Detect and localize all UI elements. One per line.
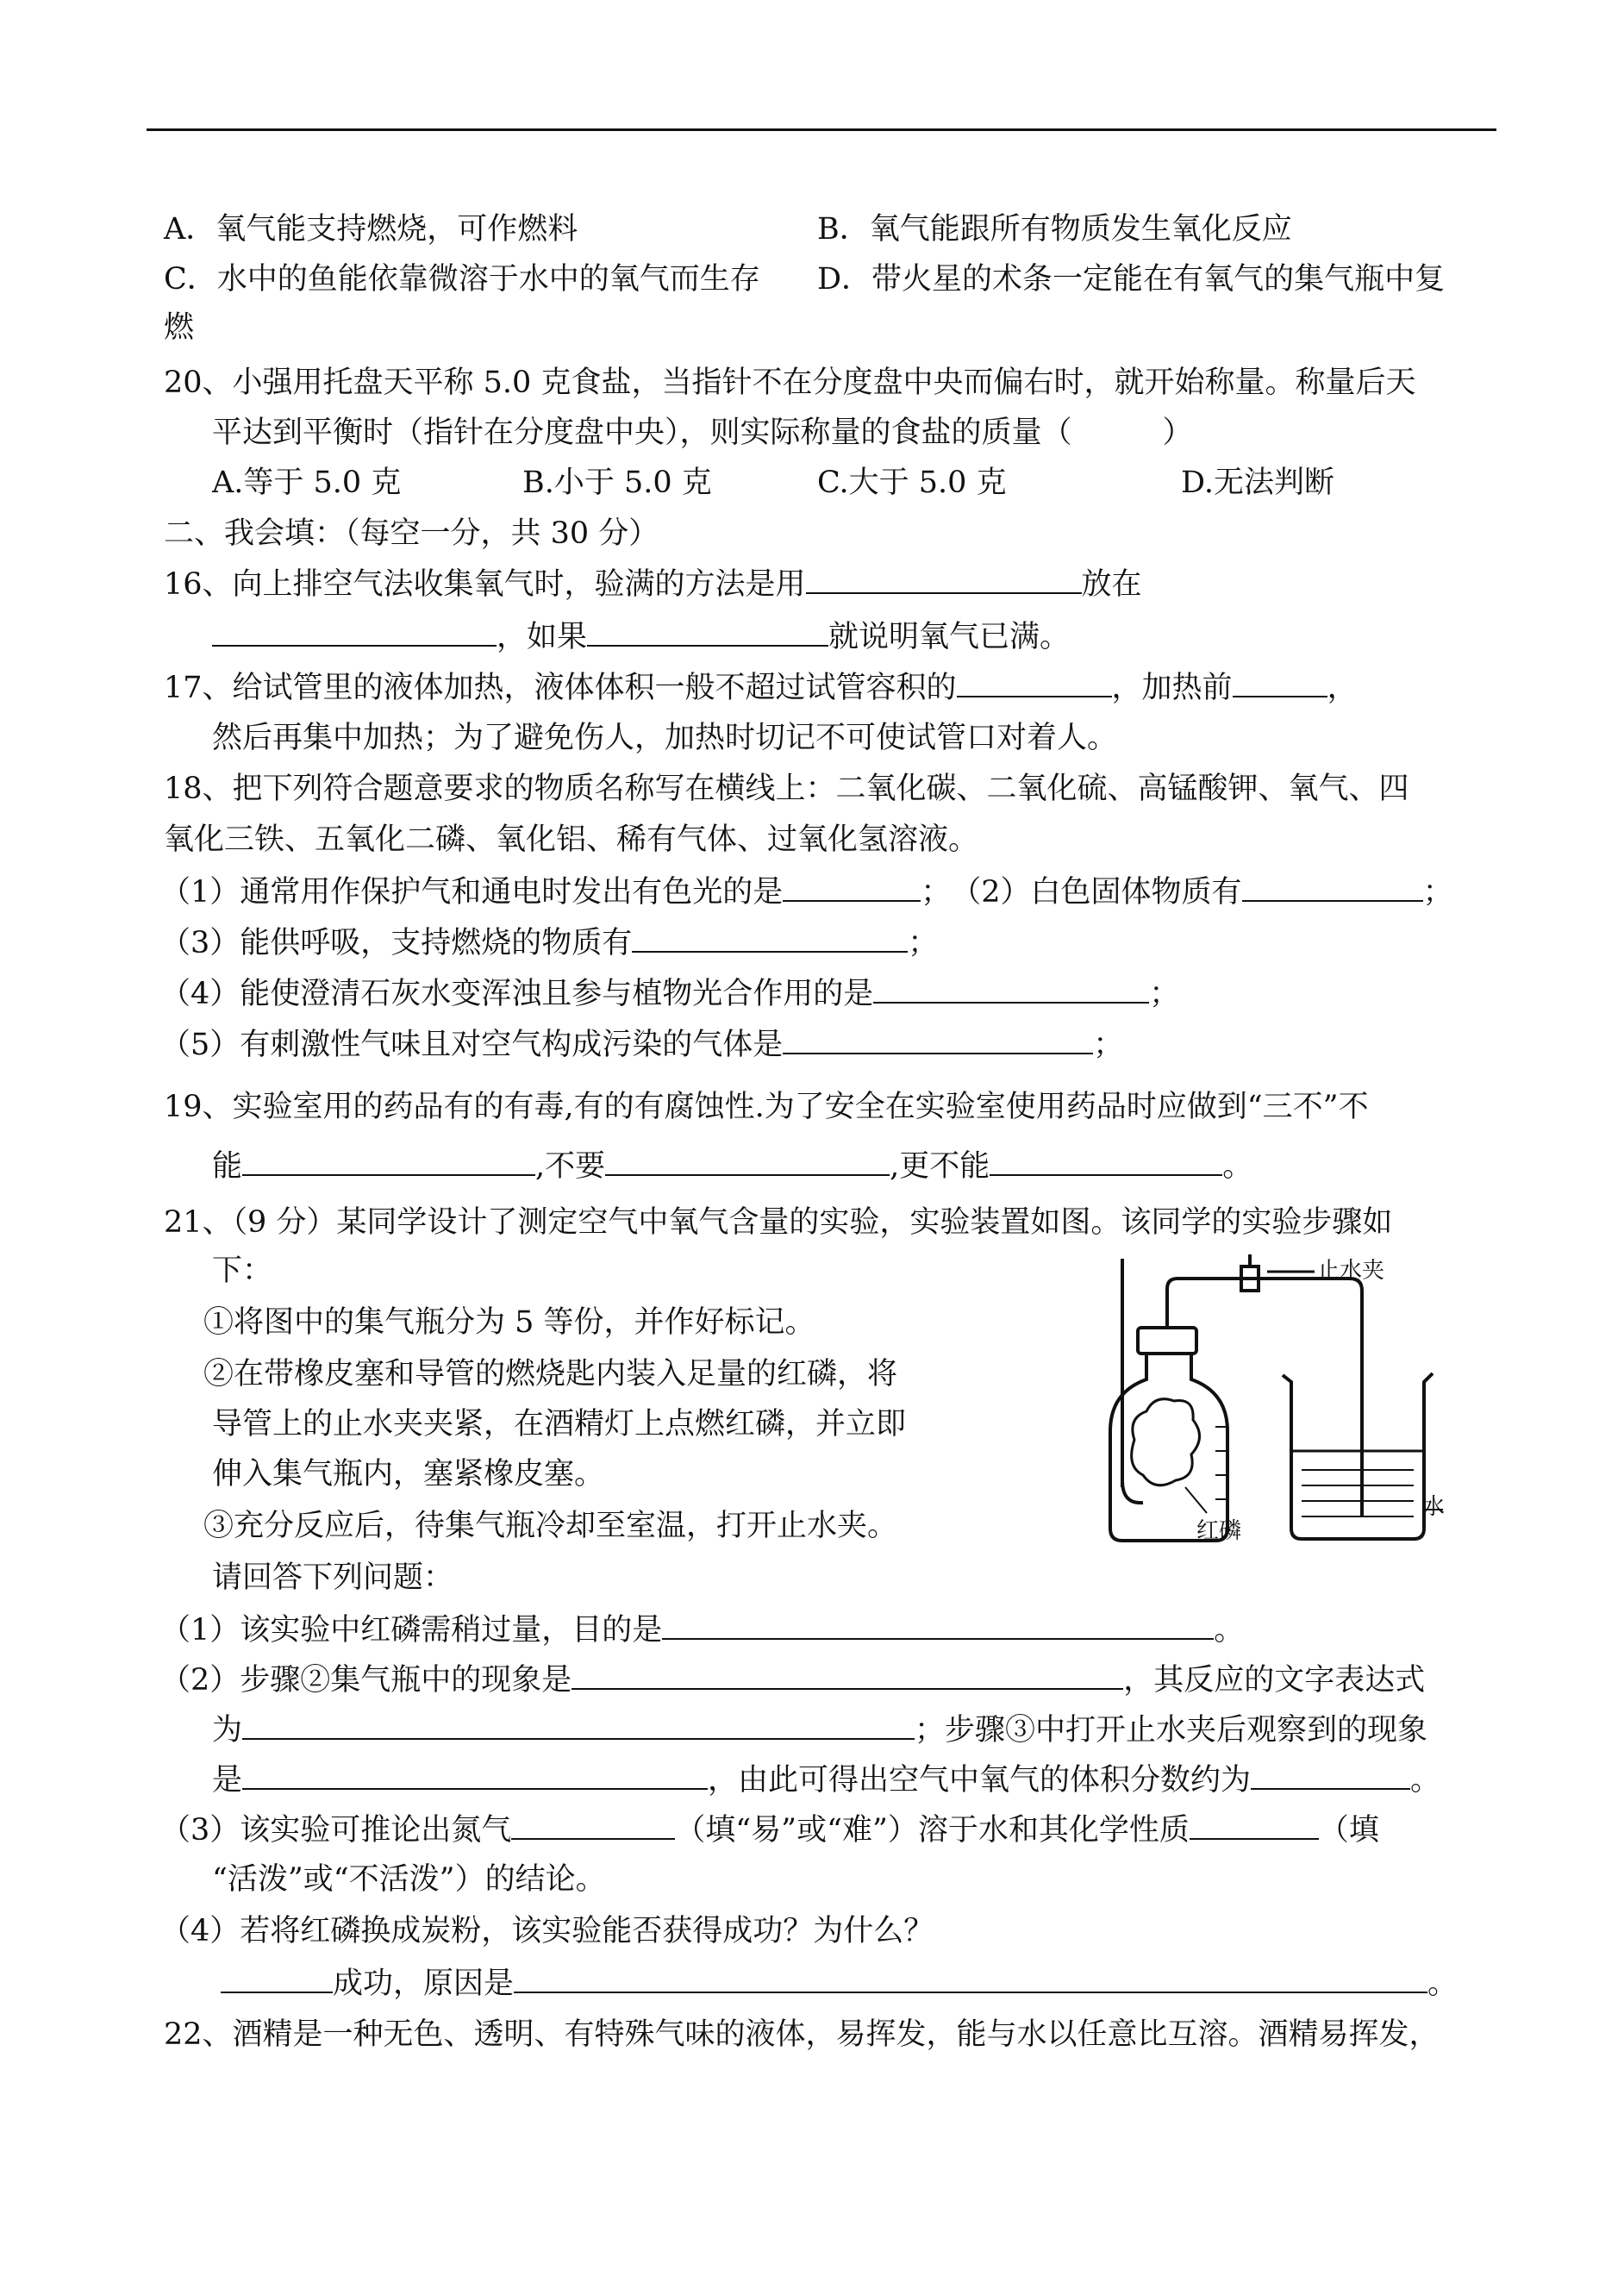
q21-answer1: （1）该实验中红磷需稍过量，目的是 。	[160, 1610, 1244, 1649]
q20-option-a: A.等于 5.0 克	[212, 466, 402, 500]
q18-blank-5[interactable]	[783, 1025, 1093, 1054]
q22-line1: 22、酒精是一种无色、透明、有特殊气味的液体，易挥发，能与水以任意比互溶。酒精易挥发，	[164, 2017, 1440, 2052]
q21-answer2b: 为 ；步骤③中打开止水夹后观察到的现象	[212, 1710, 1427, 1749]
q21-blank-3[interactable]	[242, 1710, 915, 1740]
q21-blank-7[interactable]	[1190, 1810, 1319, 1840]
q16-blank-3[interactable]	[587, 617, 828, 647]
q20-option-d: D.无法判断	[1181, 466, 1334, 500]
q20-line2: 平达到平衡时（指针在分度盘中央），则实际称量的食盐的质量（ ）	[212, 416, 1193, 450]
q21-answer2a: （2）步骤②集气瓶中的现象是 ，其反应的文字表达式	[160, 1660, 1425, 1699]
q18-sub5: （5）有刺激性气味且对空气构成污染的气体是 ；	[160, 1025, 1123, 1064]
q19-blank-3[interactable]	[990, 1147, 1222, 1176]
q18-sub4: （4）能使澄清石灰水变浑浊且参与植物光合作用的是 ；	[160, 974, 1179, 1013]
q20-option-c: C.大于 5.0 克	[817, 466, 1007, 500]
q21-answer3a: （3）该实验可推论出氮气 （填“易”或“难”）溶于水和其化学性质 （填	[160, 1810, 1379, 1849]
q18-blank-1[interactable]	[783, 872, 921, 902]
q17-blank-1[interactable]	[957, 668, 1112, 697]
q16-line1: 16、向上排空气法收集氧气时，验满的方法是用 放在	[164, 565, 1142, 603]
q21-answer2c: 是 ，由此可得出空气中氧气的体积分数约为 。	[212, 1760, 1440, 1799]
q16-blank-1[interactable]	[806, 565, 1082, 594]
q20-line1: 20、小强用托盘天平称 5.0 克食盐，当指针不在分度盘中央而偏右时，就开始称量。称量后天	[164, 366, 1416, 400]
figure-label-water: 水	[1422, 1494, 1446, 1520]
rubber-stopper	[1138, 1328, 1196, 1354]
q16-blank-2[interactable]	[212, 617, 497, 647]
q18-blank-3[interactable]	[632, 923, 908, 953]
q17-line1: 17、给试管里的液体加热，液体体积一般不超过试管容积的 ，加热前 ，	[164, 668, 1358, 707]
q21-step3: ③充分反应后，待集气瓶冷却至室温，打开止水夹。	[203, 1509, 898, 1543]
q21-step2b: 导管上的止水夹夹紧，在酒精灯上点燃红磷，并立即	[212, 1407, 907, 1441]
figure-label-phosphorus: 红磷	[1196, 1518, 1242, 1544]
q21-blank-5[interactable]	[1251, 1760, 1410, 1790]
q20-option-b: B.小于 5.0 克	[522, 466, 712, 500]
q21-blank-9[interactable]	[514, 1964, 1427, 1993]
q21-blank-1[interactable]	[662, 1610, 1214, 1640]
q18-blank-4[interactable]	[873, 974, 1149, 1004]
q19-line2: 能 ,不要 ,更不能 。	[212, 1147, 1252, 1185]
q19-blank-2[interactable]	[605, 1147, 890, 1176]
q19-option-d: D．带火星的术条一定能在有氧气的集气瓶中复	[817, 262, 1446, 297]
red-phosphorus-smoke	[1132, 1399, 1200, 1485]
q16-line2: ，如果 就说明氧气已满。	[212, 617, 1070, 656]
q18-line1: 18、把下列符合题意要求的物质名称写在横线上：二氧化碳、二氧化硫、高锰酸钾、氧气、四	[164, 772, 1409, 806]
q19-line1: 19、实验室用的药品有的有毒,有的有腐蚀性.为了安全在实验室使用药品时应做到“三不”不	[164, 1090, 1369, 1124]
q19-option-b: B．氧气能跟所有物质发生氧化反应	[817, 212, 1292, 247]
figure-label-clip: 止水夹	[1317, 1258, 1385, 1284]
beaker	[1283, 1373, 1433, 1539]
q18-line2: 氧化三铁、五氧化二磷、氧化铝、稀有气体、过氧化氢溶液。	[164, 822, 979, 857]
q19-option-d-cont: 燃	[164, 310, 195, 345]
q21-blank-2[interactable]	[572, 1660, 1123, 1690]
q21-blank-4[interactable]	[242, 1760, 708, 1790]
q21-step1: ①将图中的集气瓶分为 5 等份，并作好标记。	[203, 1305, 815, 1340]
apparatus-figure	[1095, 1254, 1465, 1548]
q21-line1: 21、（9 分）某同学设计了测定空气中氧气含量的实验，实验装置如图。该同学的实验步骤如	[164, 1205, 1393, 1240]
q18-sub1: （1）通常用作保护气和通电时发出有色光的是 ； （2）白色固体物质有 ；	[160, 872, 1453, 911]
q19-option-c: C．水中的鱼能依靠微溶于水中的氧气而生存	[164, 262, 760, 297]
q21-answer4a: （4）若将红磷换成炭粉，该实验能否获得成功？为什么？	[160, 1914, 934, 1948]
q21-blank-8[interactable]	[221, 1964, 333, 1993]
q21-blank-6[interactable]	[511, 1810, 675, 1840]
delivery-tube	[1167, 1279, 1362, 1517]
q17-line2: 然后再集中加热；为了避免伤人，加热时切记不可使试管口对着人。	[212, 721, 1118, 755]
q17-blank-2[interactable]	[1233, 668, 1327, 697]
section2-title: 二、我会填：（每空一分，共 30 分）	[164, 516, 659, 551]
q21-answer3b: “活泼”或“不活泼”）的结论。	[212, 1862, 606, 1897]
q18-sub3: （3）能供呼吸，支持燃烧的物质有 ；	[160, 923, 938, 962]
q19-blank-1[interactable]	[242, 1147, 535, 1176]
q18-blank-2[interactable]	[1242, 872, 1423, 902]
q19-option-a: A．氧气能支持燃烧，可作燃料	[164, 212, 578, 247]
header-rule	[147, 128, 1496, 131]
q21-prompt: 请回答下列问题：	[212, 1560, 454, 1595]
q21-line2: 下：	[212, 1254, 273, 1288]
q21-step2a: ②在带橡皮塞和导管的燃烧匙内装入足量的红磷，将	[203, 1357, 898, 1391]
q21-step2c: 伸入集气瓶内，塞紧橡皮塞。	[212, 1457, 605, 1491]
q21-answer4b: 成功，原因是 。	[221, 1964, 1458, 2003]
